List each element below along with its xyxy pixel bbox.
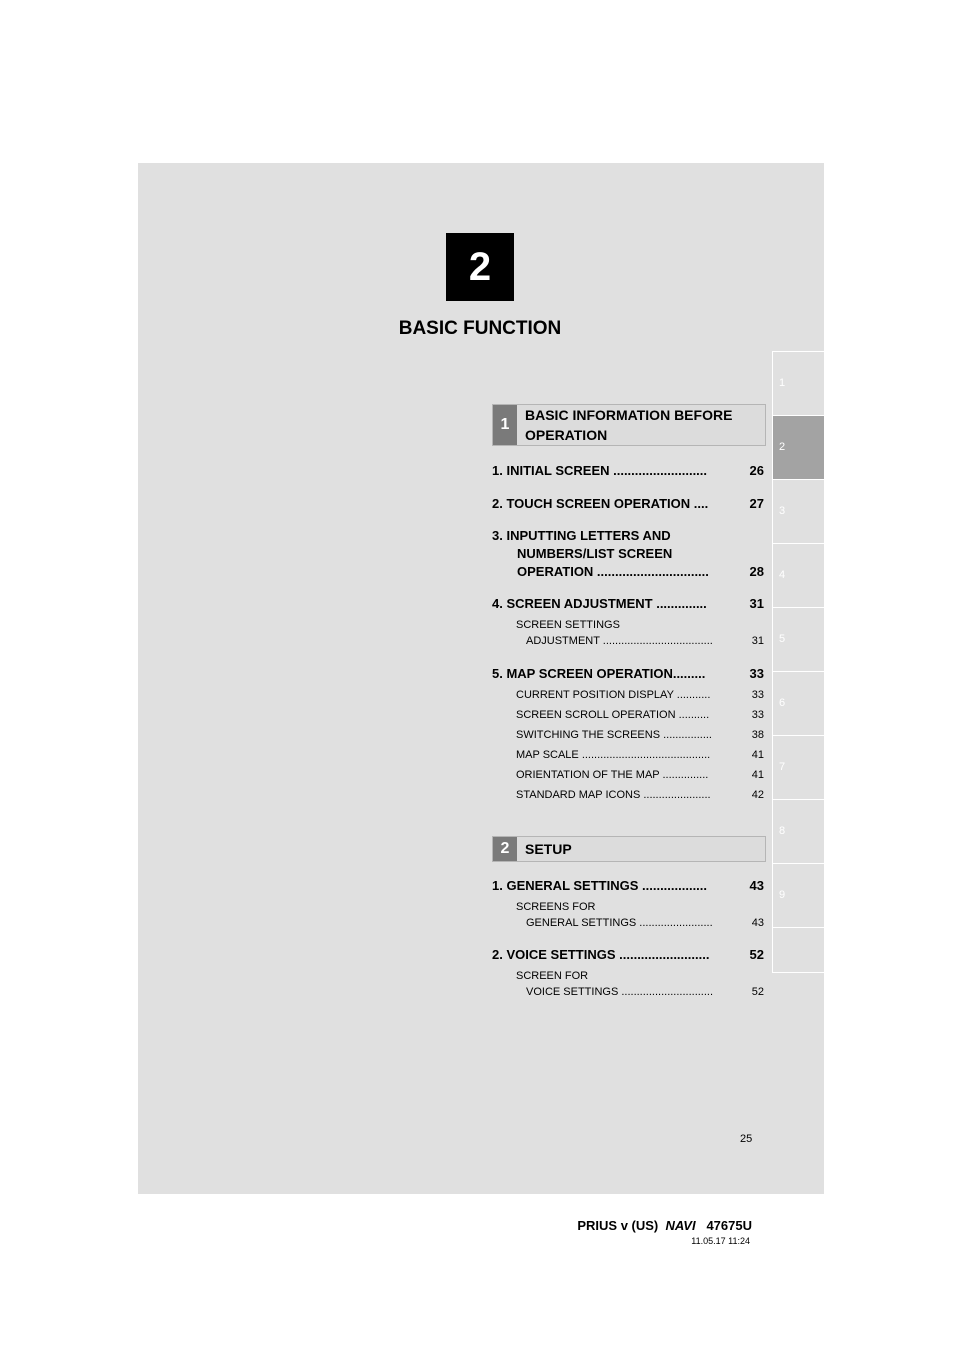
toc-sub-screen-voice[interactable]: SCREEN FOR VOICE SETTINGS .............................. 52 bbox=[516, 970, 764, 998]
tab-1[interactable]: 1 bbox=[772, 351, 824, 415]
tab-8[interactable]: 8 bbox=[772, 799, 824, 863]
tab-6[interactable]: 6 bbox=[772, 671, 824, 735]
section-header-1 bbox=[492, 404, 766, 446]
toc-entry-map-screen[interactable]: 5. MAP SCREEN OPERATION......... 33 bbox=[492, 666, 764, 681]
tab-7[interactable]: 7 bbox=[772, 735, 824, 799]
chapter-title: BASIC FUNCTION bbox=[398, 318, 562, 339]
toc-sub-screens-general[interactable]: SCREENS FOR GENERAL SETTINGS ........................ 43 bbox=[516, 901, 764, 929]
toc-entry-voice-settings[interactable]: 2. VOICE SETTINGS ......................... 52 bbox=[492, 947, 764, 962]
toc-entry-touch-screen[interactable]: 2. TOUCH SCREEN OPERATION .... 27 bbox=[492, 496, 764, 511]
section-number: 2 bbox=[493, 837, 517, 861]
toc-sub-item[interactable]: CURRENT POSITION DISPLAY ........... 33 bbox=[516, 689, 764, 701]
section-number: 1 bbox=[493, 405, 517, 445]
toc-sub-item[interactable]: MAP SCALE .......................................... 41 bbox=[516, 749, 764, 761]
document-timestamp: 11.05.17 11:24 bbox=[691, 1236, 750, 1246]
document-id: PRIUS v (US) NAVI 47675U bbox=[577, 1218, 752, 1233]
tab-4[interactable]: 4 bbox=[772, 543, 824, 607]
chapter-number-badge: 2 bbox=[446, 233, 514, 301]
toc-sub-list-map bbox=[516, 687, 764, 807]
tab-3[interactable]: 3 bbox=[772, 479, 824, 543]
toc-entry-inputting-letters[interactable]: 3. INPUTTING LETTERS AND NUMBERS/LIST SCREEN OPERATION ............................... 28 bbox=[492, 528, 764, 579]
chapter-tabs bbox=[772, 351, 824, 973]
tab-blank[interactable] bbox=[772, 927, 824, 973]
tab-5[interactable]: 5 bbox=[772, 607, 824, 671]
tab-2[interactable]: 2 bbox=[772, 415, 824, 479]
toc-sub-item[interactable]: SWITCHING THE SCREENS ................ 38 bbox=[516, 729, 764, 741]
section-header-2 bbox=[492, 836, 766, 862]
page-number: 25 bbox=[740, 1133, 753, 1145]
toc-entry-screen-adjustment[interactable]: 4. SCREEN ADJUSTMENT .............. 31 bbox=[492, 596, 764, 611]
section-label: BASIC INFORMATION BEFORE OPERATION bbox=[525, 407, 733, 443]
toc-sub-item[interactable]: ORIENTATION OF THE MAP ............... 41 bbox=[516, 769, 764, 781]
toc-sub-screen-settings[interactable]: SCREEN SETTINGS ADJUSTMENT .................................... 31 bbox=[516, 619, 764, 647]
toc-entry-general-settings[interactable]: 1. GENERAL SETTINGS .................. 43 bbox=[492, 878, 764, 893]
toc-entry-initial-screen[interactable]: 1. INITIAL SCREEN .......................... 26 bbox=[492, 463, 764, 478]
section-label: SETUP bbox=[525, 841, 572, 857]
toc-sub-item[interactable]: SCREEN SCROLL OPERATION .......... 33 bbox=[516, 709, 764, 721]
tab-9[interactable]: 9 bbox=[772, 863, 824, 927]
toc-sub-item[interactable]: STANDARD MAP ICONS ...................... 42 bbox=[516, 789, 764, 801]
